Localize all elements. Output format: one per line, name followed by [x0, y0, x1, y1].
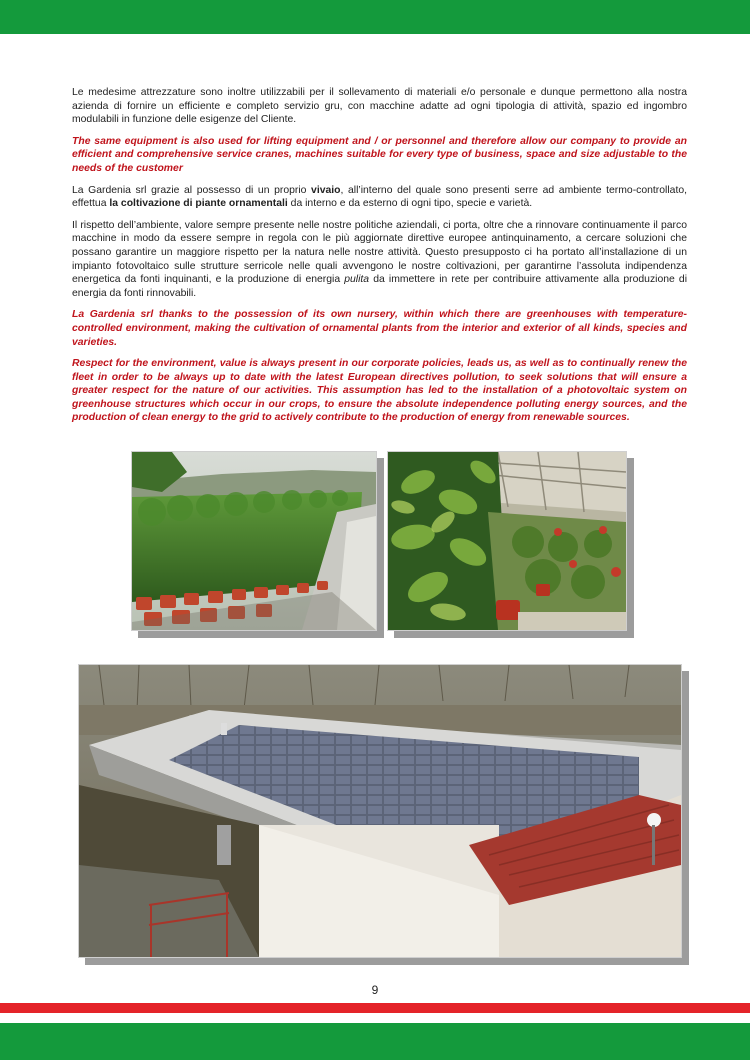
bold-coltivazione: la coltivazione di piante ornamentali	[109, 198, 288, 210]
footer-white-band	[0, 1013, 750, 1023]
page-number: 9	[371, 983, 379, 997]
photo-greenhouse-interior	[387, 451, 627, 631]
footer-red-band	[0, 1003, 750, 1013]
italic-pulita: pulita	[344, 274, 370, 286]
paragraph-italian-cranes: Le medesime attrezzature sono inoltre utilizzabili per il sollevamento di materiali e/o personale e dunque permettono alla nostra azienda di fornire un efficiente e completo servizio gru, con macchine adatte ad ogni tipologia di attività, spazio ed ingombro modulabili in funzione delle esigenze del Cliente.	[72, 87, 687, 126]
text-run: , all’interno del quale sono presenti serre ad ambiente termo-controllato, effettua	[72, 184, 687, 210]
text-run: Il rispetto dell’ambiente, valore sempre presente nelle nostre politiche aziendali, ci porta, oltre che a rinnovare continuamente il parco macchine in modo da essere sempre in regola con le più aggiornate direttive europee antinquinamento, a cercare soluzioni che possano garantire un maggiore rispetto per la natura nelle nostre attività. Questo presupposto ci ha portato all’installazione di un impianto fotovoltaico sulle strutture serricole nelle quali avvengono le nostre coltivazioni, per garantirne l’assoluta indipendenza energetica da fonti inquinanti, e la produzione di energia	[72, 219, 687, 286]
body-text	[72, 86, 687, 433]
text-run: da immettere in rete per contribuire attivamente alla produzione di energia da fonti rinnovabili.	[72, 274, 687, 299]
paragraph-italian-environment	[72, 219, 687, 301]
paragraph-english-nursery: La Gardenia srl thanks to the possession of its own nursery, within which there are greenhouses with temperature-controlled environment, making the cultivation of ornamental plants from the interior and exterior of all kinds, species and varieties.	[72, 309, 687, 348]
text-run: La Gardenia srl grazie al possesso di un proprio	[72, 184, 312, 196]
photo-photovoltaic-greenhouse	[78, 664, 682, 958]
footer-green-band	[0, 1023, 750, 1060]
paragraph-italian-nursery	[72, 184, 687, 211]
greenhouse-interior-image	[388, 452, 626, 630]
bold-vivaio: vivaio	[311, 184, 341, 196]
header-green-band	[0, 0, 750, 34]
photovoltaic-roof-image	[79, 665, 681, 957]
text-run: da interno e da esterno di ogni tipo, specie e varietà.	[287, 198, 533, 210]
paragraph-english-environment: Respect for the environment, value is always present in our corporate policies, leads us, as well as to continually renew the fleet in order to be always up to date with the latest European directives pollution, to seek solutions that will ensure a greater respect for the nature of our activities. This assumption has led to the installation of a photovoltaic system on greenhouse structures which occur in our crops, to ensure the absolute independence polluting energy sources, and the production of clean energy to the grid to actively contribute to the production of energy from renewable sources.	[72, 358, 687, 424]
paragraph-english-cranes: The same equipment is also used for lifting equipment and / or personnel and therefore allow our company to provide an efficient and comprehensive service cranes, machines suitable for every type of business, space and size adjustable to the needs of the customer	[72, 135, 687, 174]
nursery-outdoor-image	[132, 452, 376, 630]
photo-nursery-outdoor	[131, 451, 377, 631]
